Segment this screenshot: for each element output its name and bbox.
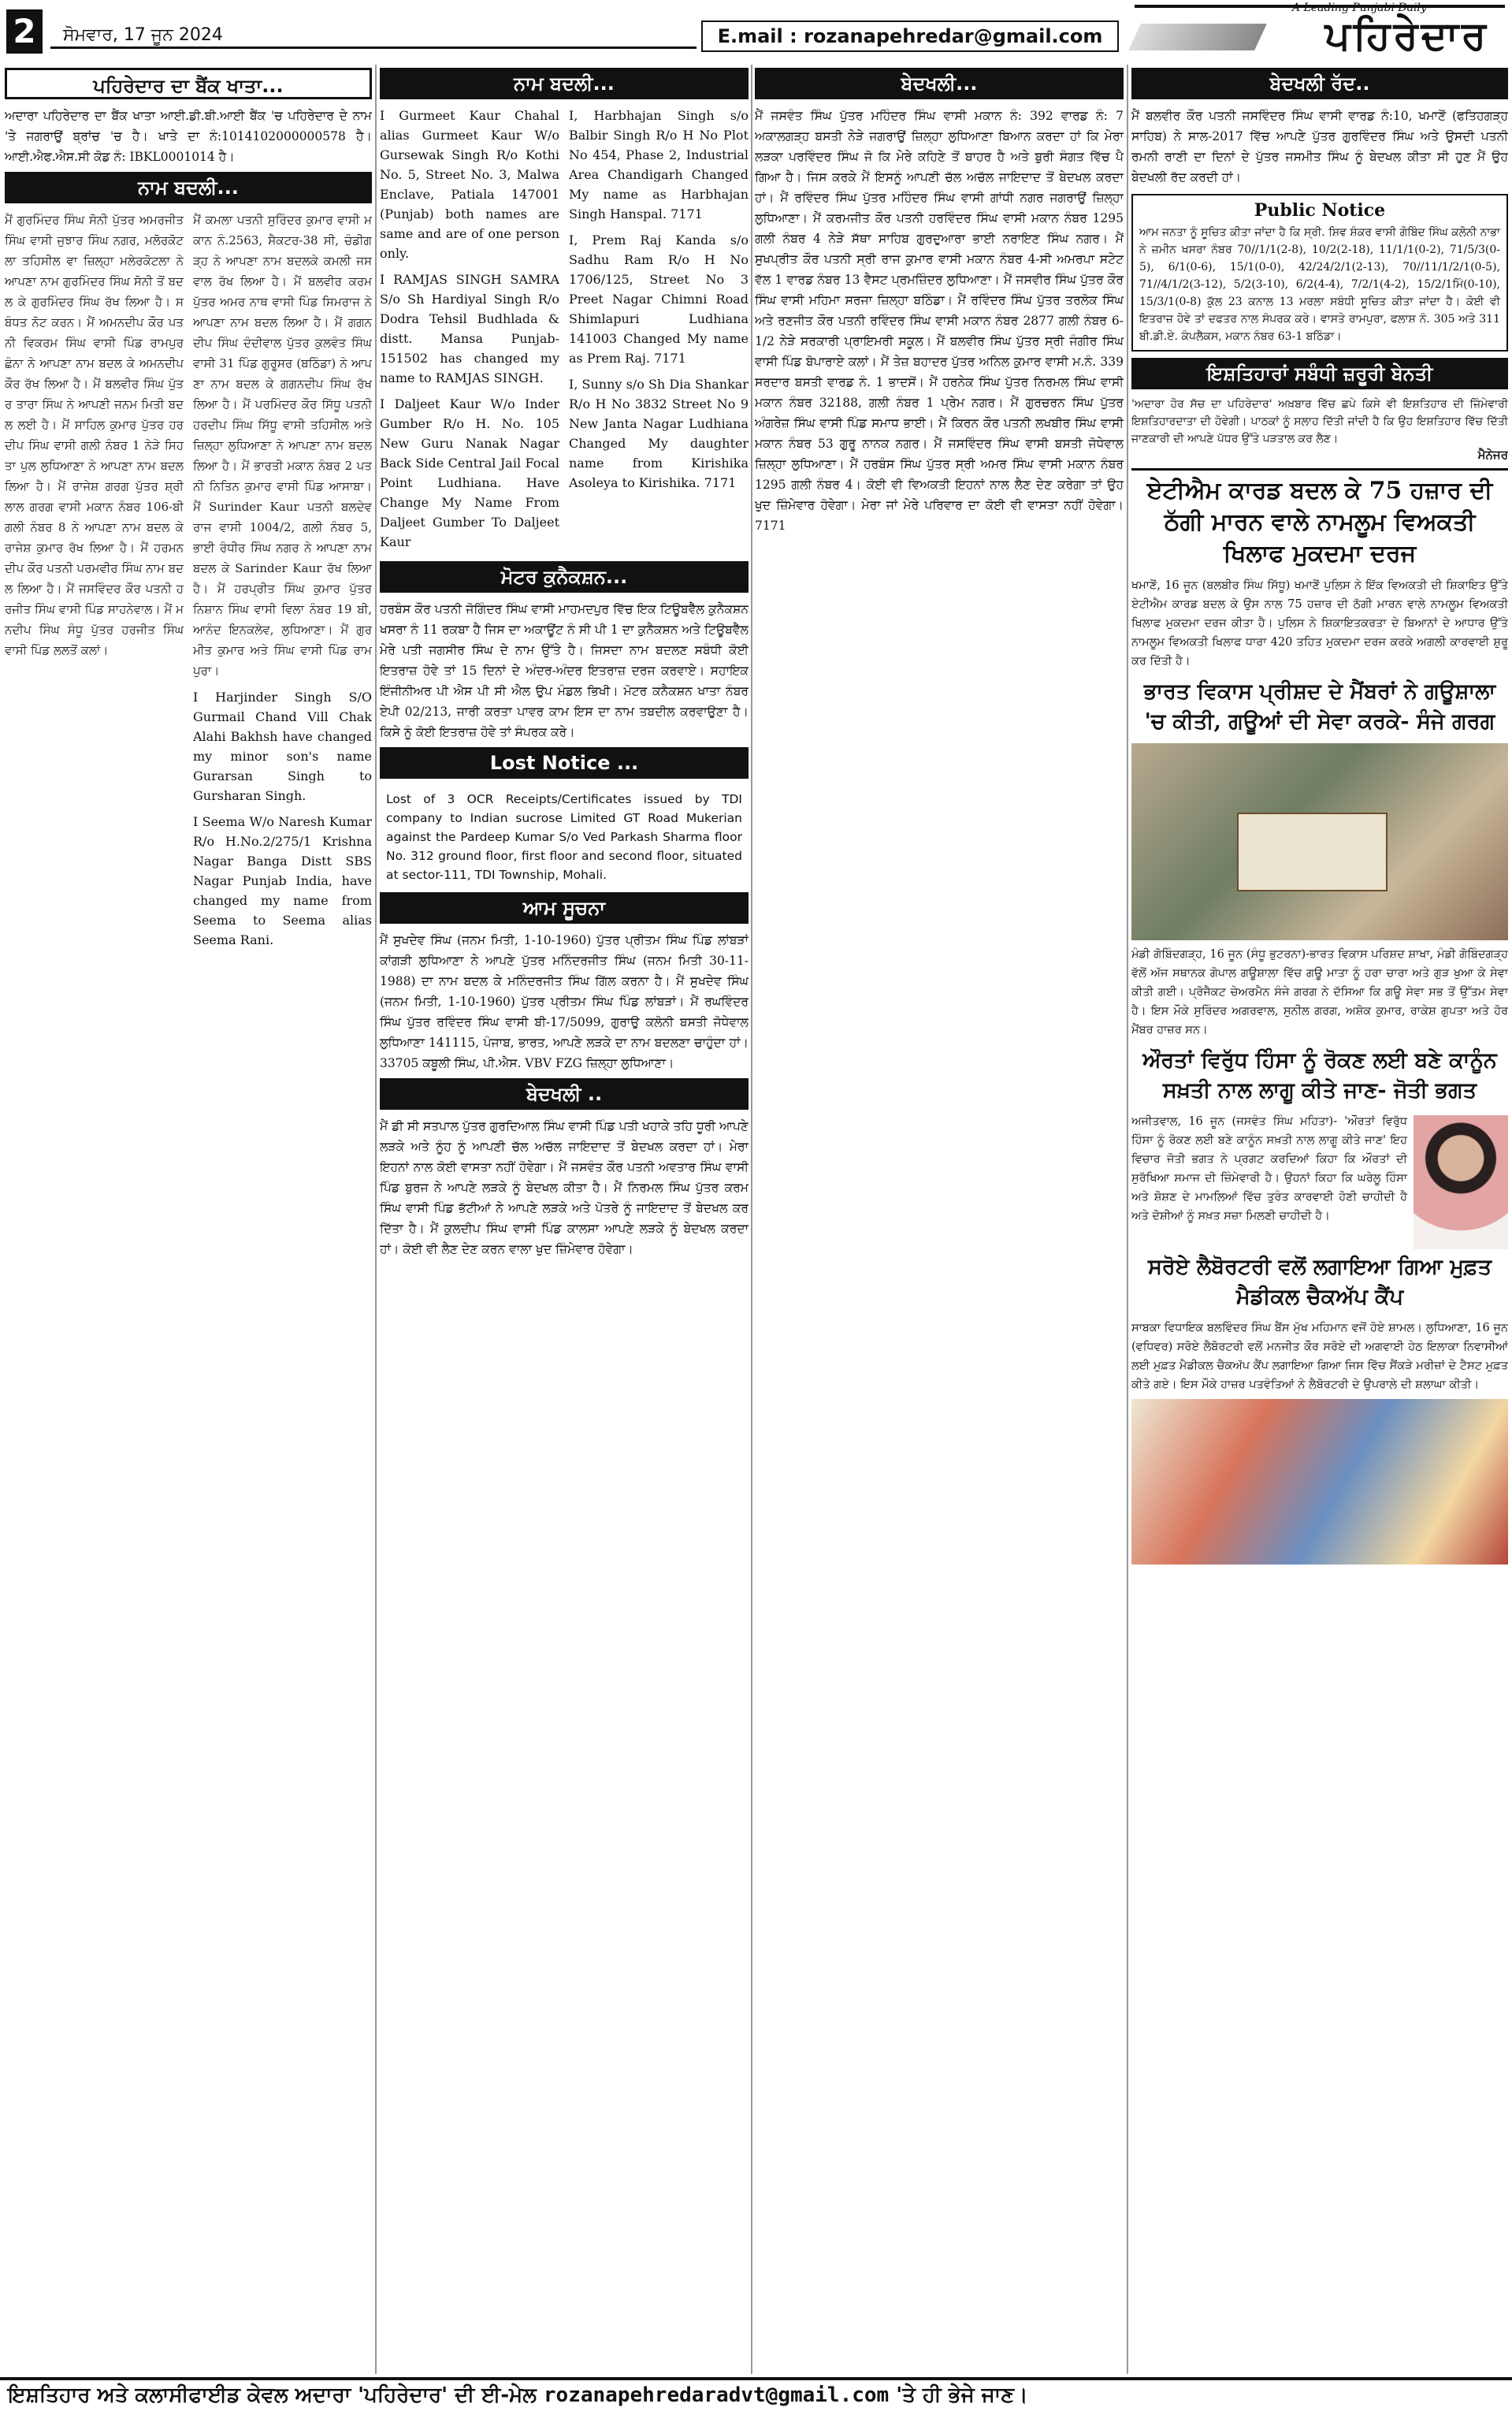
disinheritance-cancel-text: ਮੈਂ ਬਲਵੀਰ ਕੌਰ ਪਤਨੀ ਜਸਵਿੰਦਰ ਸਿੰਘ ਵਾਸੀ ਵਾਰਡ ਨੰ:10, ਖਮਾਣੋਂ (ਫਤਿਹਗੜ੍ਹ ਸਾਹਿਬ) ਨੇ ਸਾਲ-2017 ਵਿੱਚ ਆਪਣੇ ਪੁੱਤਰ ਗੁਰਵਿੰਦਰ ਸਿੰਘ ਅਤੇ ਉਸਦੀ ਪਤਨੀ ਰਮਨੀ ਰਾਣੀ ਦਾ ਦਿਨਾਂ ਦੇ ਪੁੱਤਰ ਜਸਮੀਤ ਸਿੰਘ ਨੂੰ ਬੇਦਖਲ ਕੀਤਾ ਸੀ ਹੁਣ ਮੈਂ ਉਹ ਬੇਦਖਲੀ ਰੱਦ ਕਰਦੀ ਹਾਂ।: [1131, 109, 1508, 184]
bank-account-heading: ਪਹਿਰੇਦਾਰ ਦਾ ਬੈਂਕ ਖਾਤਾ...: [5, 68, 372, 99]
column-divider: [375, 65, 377, 2374]
tagline: A Leading Punjabi Daily: [1292, 2, 1427, 14]
column-divider: [1127, 65, 1128, 2374]
motor-connection-text: ਹਰਬੰਸ ਕੌਰ ਪਤਨੀ ਜੋਗਿੰਦਰ ਸਿੰਘ ਵਾਸੀ ਮਾਹਮਦਪੁਰ ਵਿੱਚ ਇਕ ਟਿਊਬਵੈੱਲ ਕੁਨੈਕਸ਼ਨ ਖਸਰਾ ਨੰ 11 ਰਕਬਾ ਹੈ ਜਿਸ ਦਾ ਅਕਾਊਂਟ ਨੰ ਸੀ ਪੀ 1 ਦਾ ਕੁਨੈਕਸ਼ਨ ਅਤੇ ਟਿਊਬਵੈੱਲ ਮੇਰੇ ਪਤੀ ਜਗਸੀਰ ਸਿੰਘ ਦੇ ਨਾਮ ਉੱਤੇ ਹੈ। ਜਿਸਦਾ ਨਾਮ ਬਦਲਣ ਸਬੰਧੀ ਕੋਈ ਇਤਰਾਜ਼ ਹੋਵੇ ਤਾਂ 15 ਦਿਨਾਂ ਦੇ ਅੰਦਰ-ਅੰਦਰ ਇਤਰਾਜ਼ ਦਰਜ ਕਰਵਾਏ। ਸਹਾਇਕ ਇੰਜੀਨੀਅਰ ਪੀ ਐਸ ਪੀ ਸੀ ਐਲ ਉਪ ਮੰਡਲ ਭਿਖੀ। ਮੋਟਰ ਕਨੈਕਸ਼ਨ ਖਾਤਾ ਨੰਬਰ ਏਪੀ 02/213, ਜਾਰੀ ਕਰਤਾ ਪਾਵਰ ਕਾਮ ਇਸ ਦਾ ਨਾਮ ਤਬਦੀਲ ਕਰਵਾਉਣਾ ਹੈ। ਕਿਸੇ ਨੂੰ ਕੋਈ ਇਤਰਾਜ਼ ਹੋਵੇ ਤਾਂ ਸੰਪਰਕ ਕਰੇ।: [380, 602, 749, 739]
footer-ad-bar: [0, 2377, 1512, 2409]
ad-request-heading: ਇਸ਼ਤਿਹਾਰਾਂ ਸਬੰਧੀ ਜ਼ਰੂਰੀ ਬੇਨਤੀ: [1131, 358, 1508, 389]
column-1: [5, 65, 372, 2374]
header-email[interactable]: E.mail : rozanapehredar@gmail.com: [701, 20, 1119, 52]
ad-request-signature: ਮੈਨੇਜਰ: [1477, 448, 1508, 462]
motor-connection-heading: ਮੋਟਰ ਕੁਨੈਕਸ਼ਨ...: [380, 561, 749, 593]
name-change-heading: ਨਾਮ ਬਦਲੀ...: [5, 172, 372, 203]
story-headline[interactable]: ਭਾਰਤ ਵਿਕਾਸ ਪ੍ਰੀਸ਼ਦ ਦੇ ਮੈਂਬਰਾਂ ਨੇ ਗਊਸ਼ਾਲਾ 'ਚ ਕੀਤੀ, ਗਊਆਂ ਦੀ ਸੇਵਾ ਕਰਕੇ- ਸੰਜੇ ਗਰਗ: [1143, 679, 1496, 734]
disinheritance-heading: ਬੇਦਖਲੀ ..: [380, 1078, 749, 1110]
footer-suffix: 'ਤੇ ਹੀ ਭੇਜੇ ਜਾਣ।: [896, 2383, 1028, 2407]
column-4: [1131, 65, 1508, 2374]
public-notice-box: [1131, 194, 1508, 352]
page-number: 2: [6, 9, 43, 54]
cow-shelter-photo: [1131, 743, 1508, 940]
disinheritance-text: ਮੈਂ ਡੀ ਸੀ ਸਤਪਾਲ ਪੁੱਤਰ ਗੁਰਦਿਆਲ ਸਿੰਘ ਵਾਸੀ ਪਿੰਡ ਪਤੀ ਖਹਾਕੇ ਤਹਿ ਧੂਰੀ ਆਪਣੇ ਲੜਕੇ ਅਤੇ ਨੂੰਹ ਨੂੰ ਆਪਣੀ ਚੱਲ ਅਚੱਲ ਜਾਇਦਾਦ ਤੋਂ ਬੇਦਖਲ ਕਰਦਾ ਹਾਂ। ਮੇਰਾ ਇਹਨਾਂ ਨਾਲ ਕੋਈ ਵਾਸਤਾ ਨਹੀਂ ਹੋਵੇਗਾ। ਮੈਂ ਜਸਵੰਤ ਕੌਰ ਪਤਨੀ ਅਵਤਾਰ ਸਿੰਘ ਵਾਸੀ ਪਿੰਡ ਬੁਰਜ ਨੇ ਆਪਣੇ ਲੜਕੇ ਨੂੰ ਬੇਦਖਲ ਕੀਤਾ ਹੈ। ਮੈਂ ਨਿਰਮਲ ਸਿੰਘ ਪੁੱਤਰ ਕਰਮ ਸਿੰਘ ਵਾਸੀ ਪਿੰਡ ਭੱਟੀਆਂ ਨੇ ਆਪਣੇ ਲੜਕੇ ਅਤੇ ਪੋਤਰੇ ਨੂੰ ਜਾਇਦਾਦ ਤੋਂ ਬੇਦਖਲ ਕਰ ਦਿੱਤਾ ਹੈ। ਮੈਂ ਕੁਲਦੀਪ ਸਿੰਘ ਵਾਸੀ ਪਿੰਡ ਕਾਲਸਾ ਆਪਣੇ ਲੜਕੇ ਨੂੰ ਬੇਦਖਲ ਕਰਦਾ ਹਾਂ। ਕੋਈ ਵੀ ਲੈਣ ਦੇਣ ਕਰਨ ਵਾਲਾ ਖੁਦ ਜ਼ਿੰਮੇਵਾਰ ਹੋਵੇਗਾ।: [380, 1119, 749, 1256]
name-change-heading: ਨਾਮ ਬਦਲੀ...: [380, 68, 749, 99]
disinheritance-text: ਮੈਂ ਜਸਵੰਤ ਸਿੰਘ ਪੁੱਤਰ ਮਹਿੰਦਰ ਸਿੰਘ ਵਾਸੀ ਮਕਾਨ ਨੰ: 392 ਵਾਰਡ ਨੰ: 7 ਅਕਾਲਗੜ੍ਹ ਬਸਤੀ ਨੇੜੇ ਜਗਰਾਉਂ ਜ਼ਿਲ੍ਹਾ ਲੁਧਿਆਣਾ ਬਿਆਨ ਕਰਦਾ ਹਾਂ ਕਿ ਮੇਰਾ ਲੜਕਾ ਪਰਵਿੰਦਰ ਸਿੰਘ ਜੋ ਕਿ ਮੇਰੇ ਕਹਿਣੇ ਤੋਂ ਬਾਹਰ ਹੈ ਅਤੇ ਬੁਰੀ ਸੰਗਤ ਵਿੱਚ ਪੈ ਗਿਆ ਹੈ। ਜਿਸ ਕਰਕੇ ਮੈਂ ਇਸਨੂੰ ਆਪਣੀ ਚੱਲ ਅਚੱਲ ਜਾਇਦਾਦ ਤੋਂ ਬੇਦਖਲ ਕਰਦਾ ਹਾਂ। ਮੈਂ ਰਵਿੰਦਰ ਸਿੰਘ ਪੁੱਤਰ ਮਹਿੰਦਰ ਸਿੰਘ ਵਾਸੀ ਗਾਂਧੀ ਨਗਰ ਜਗਰਾਉਂ ਜ਼ਿਲ੍ਹਾ ਲੁਧਿਆਣਾ। ਮੈਂ ਕਰਮਜੀਤ ਕੌਰ ਪਤਨੀ ਹਰਵਿੰਦਰ ਸਿੰਘ ਵਾਸੀ ਮਕਾਨ ਨੰਬਰ 1295 ਗਲੀ ਨੰਬਰ 4 ਨੇੜੇ ਸੱਥਾ ਸਾਹਿਬ ਗੁਰਦੁਆਰਾ ਭਾਈ ਨਰਾਇਣ ਸਿੰਘ ਨਗਰ। ਮੈਂ ਸੁਖਪ੍ਰੀਤ ਕੌਰ ਪਤਨੀ ਸ੍ਰੀ ਰਾਜ ਕੁਮਾਰ ਵਾਸੀ ਮਕਾਨ ਨੰਬਰ 4-ਸੀ ਅਮਰਪਾ ਸਟੇਟ ਵੱਲ 1 ਵਾਰਡ ਨੰਬਰ 13 ਵੈਸਟ ਪ੍ਰਮਜ਼ਿੰਦਰ ਲੁਧਿਆਣਾ। ਮੈਂ ਜਸਵੀਰ ਸਿੰਘ ਪੁੱਤਰ ਕੌਰ ਸਿੰਘ ਵਾਸੀ ਮਹਿਮਾ ਸਰਜਾ ਜ਼ਿਲ੍ਹਾ ਬਠਿੰਡਾ। ਮੈਂ ਰਵਿੰਦਰ ਸਿੰਘ ਪੁੱਤਰ ਤਰਲੋਕ ਸਿੰਘ ਅਤੇ ਰਣਜੀਤ ਕੌਰ ਪਤਨੀ ਰਵਿੰਦਰ ਸਿੰਘ ਵਾਸੀ ਮਕਾਨ ਨੰਬਰ 2877 ਗਲੀ ਨੰਬਰ 6-1/2 ਨੇੜੇ ਸਰਕਾਰੀ ਪ੍ਰਾਇਮਰੀ ਸਕੂਲ। ਮੈਂ ਬਲਵੀਰ ਸਿੰਘ ਪੁੱਤਰ ਸ੍ਰੀ ਜੰਗੀਰ ਸਿੰਘ ਵਾਸੀ ਪਿੰਡ ਬੋਪਾਰਾਏ ਕਲਾਂ। ਮੈਂ ਤੇਜ਼ ਬਹਾਦਰ ਪੁੱਤਰ ਅਨਿਲ ਕੁਮਾਰ ਵਾਸੀ ਮ.ਨੰ. 339 ਸਰਦਾਰ ਬਸਤੀ ਵਾਰਡ ਨੰ. 1 ਭਾਦਸੋਂ। ਮੈਂ ਹਰਨੇਕ ਸਿੰਘ ਪੁੱਤਰ ਨਿਰਮਲ ਸਿੰਘ ਵਾਸੀ ਮਕਾਨ ਨੰਬਰ 32188, ਗਲੀ ਨੰਬਰ 1 ਪ੍ਰੇਮ ਨਗਰ। ਮੈਂ ਗੁਰਚਰਨ ਸਿੰਘ ਪੁੱਤਰ ਅੰਗਰੇਜ਼ ਸਿੰਘ ਵਾਸੀ ਪਿੰਡ ਸਮਾਧ ਭਾਈ। ਮੈਂ ਕਿਰਨ ਕੌਰ ਪਤਨੀ ਲਖਬੀਰ ਸਿੰਘ ਵਾਸੀ ਮਕਾਨ ਨੰਬਰ 53 ਗੁਰੂ ਨਾਨਕ ਨਗਰ। ਮੈਂ ਜਸਵਿੰਦਰ ਸਿੰਘ ਵਾਸੀ ਬਸਤੀ ਜੋਧੇਵਾਲ ਜ਼ਿਲ੍ਹਾ ਲੁਧਿਆਣਾ। ਮੈਂ ਹਰਬੰਸ ਸਿੰਘ ਪੁੱਤਰ ਸ੍ਰੀ ਅਮਰ ਸਿੰਘ ਵਾਸੀ ਮਕਾਨ ਨੰਬਰ 1295 ਗਲੀ ਨੰਬਰ 4। ਕੋਈ ਵੀ ਵਿਅਕਤੀ ਇਹਨਾਂ ਨਾਲ ਲੈਣ ਦੇਣ ਕਰੇਗਾ ਤਾਂ ਉਹ ਖੁਦ ਜ਼ਿੰਮੇਵਾਰ ਹੋਵੇਗਾ। ਮੇਰਾ ਜਾਂ ਮੇਰੇ ਪਰਿਵਾਰ ਦਾ ਕੋਈ ਵੀ ਵਾਸਤਾ ਨਹੀਂ ਹੋਵੇਗਾ। 7171: [755, 109, 1124, 533]
english-notice: I, Harbhajan Singh s/o Balbir Singh R/o H No Plot No 454, Phase 2, Industrial Area Chandigarh Changed My name as Harbhajan Singh Hanspal. 7171: [569, 108, 749, 221]
footer-ad-email[interactable]: rozanapehredaradvt@gmail.com: [543, 2383, 890, 2407]
general-notice-heading: ਆਮ ਸੂਚਨਾ: [380, 892, 749, 924]
ad-request-text: 'ਅਦਾਰਾ ਹੋਰ ਸੱਚ ਦਾ ਪਹਿਰੇਦਾਰ' ਅਖ਼ਬਾਰ ਵਿੱਚ ਛਪੇ ਕਿਸੇ ਵੀ ਇਸ਼ਤਿਹਾਰ ਦੀ ਜ਼ਿੰਮੇਵਾਰੀ ਇਸ਼ਤਿਹਾਰਦਾਤਾ ਦੀ ਹੋਵੇਗੀ। ਪਾਠਕਾਂ ਨੂੰ ਸਲਾਹ ਦਿੱਤੀ ਜਾਂਦੀ ਹੈ ਕਿ ਉਹ ਇਸ਼ਤਿਹਾਰ ਵਿੱਚ ਦਿੱਤੀ ਜਾਣਕਾਰੀ ਦੀ ਆਪਣੇ ਪੱਧਰ ਉੱਤੇ ਪੜਤਾਲ ਕਰ ਲੈਣ।: [1131, 398, 1508, 445]
dateline: ਸੋਮਵਾਰ, 17 ਜੂਨ 2024: [50, 22, 697, 49]
story-body: ਸਾਬਕਾ ਵਿਧਾਇਕ ਬਲਵਿੰਦਰ ਸਿੰਘ ਬੈਂਸ ਮੁੱਖ ਮਹਿਮਾਨ ਵਜੋਂ ਹੋਏ ਸ਼ਾਮਲ। ਲੁਧਿਆਣਾ, 16 ਜੂਨ (ਵਧਿਵਰ) ਸਰੋਏ ਲੈਬੋਰਟਰੀ ਵਲੋਂ ਮਨਜੀਤ ਕੌਰ ਸਰੋਏ ਦੀ ਅਗਵਾਈ ਹੇਠ ਇਲਾਕਾ ਨਿਵਾਸੀਆਂ ਲਈ ਮੁਫ਼ਤ ਮੈਡੀਕਲ ਚੈਕਅੱਪ ਕੈਂਪ ਲਗਾਇਆ ਗਿਆ ਜਿਸ ਵਿੱਚ ਸੈਂਕੜੇ ਮਰੀਜ਼ਾਂ ਦੇ ਟੈਸਟ ਮੁਫ਼ਤ ਕੀਤੇ ਗਏ। ਇਸ ਮੌਕੇ ਹਾਜ਼ਰ ਪਤਵੰਤਿਆਂ ਨੇ ਲੈਬੋਰਟਰੀ ਦੇ ਉਪਰਾਲੇ ਦੀ ਸ਼ਲਾਘਾ ਕੀਤੀ।: [1131, 1322, 1508, 1391]
column-divider: [751, 65, 752, 2374]
story-body: ਮੰਡੀ ਗੋਬਿੰਦਗੜ੍ਹ, 16 ਜੂਨ (ਸੰਧੂ ਭੁਟਰਨਾ)-ਭਾਰਤ ਵਿਕਾਸ ਪਰਿਸ਼ਦ ਸ਼ਾਖਾ, ਮੰਡੀ ਗੋਬਿੰਦਗੜ੍ਹ ਵੱਲੋਂ ਅੱਜ ਸਥਾਨਕ ਗੋਪਾਲ ਗਊਸ਼ਾਲਾ ਵਿੱਚ ਗਊ ਮਾਤਾ ਨੂੰ ਹਰਾ ਚਾਰਾ ਅਤੇ ਗੁੜ ਖੁਆ ਕੇ ਸੇਵਾ ਕੀਤੀ ਗਈ। ਪ੍ਰੋਜੈਕਟ ਚੇਅਰਮੈਨ ਸੰਜੇ ਗਰਗ ਨੇ ਦੱਸਿਆ ਕਿ ਗਊ ਸੇਵਾ ਸਭ ਤੋਂ ਉੱਤਮ ਸੇਵਾ ਹੈ। ਇਸ ਮੌਕੇ ਸੁਰਿੰਦਰ ਅਗਰਵਾਲ, ਸੁਨੀਲ ਗਰਗ, ਅਸ਼ੋਕ ਕੁਮਾਰ, ਰਾਕੇਸ਼ ਗੁਪਤਾ ਅਤੇ ਹੋਰ ਮੈਂਬਰ ਹਾਜ਼ਰ ਸਨ।: [1131, 948, 1508, 1036]
story-headline[interactable]: ਏਟੀਐਮ ਕਾਰਡ ਬਦਲ ਕੇ 75 ਹਜ਼ਾਰ ਦੀ ਠੱਗੀ ਮਾਰਨ ਵਾਲੇ ਨਾਮਲੂਮ ਵਿਅਕਤੀ ਖਿਲਾਫ ਮੁਕਦਮਾ ਦਰਜ: [1131, 468, 1508, 570]
banner-graphic: [1237, 813, 1388, 891]
medical-camp-photo: [1131, 1399, 1508, 1565]
jyoti-bhagat-portrait: [1414, 1115, 1508, 1249]
english-notice: I Daljeet Kaur W/o Inder Gumber R/o H. No. 105 New Guru Nanak Nagar Back Side Central Jail Focal Point Ludhiana. Have Change My Name From Daljeet Gumber To Daljeet Kaur: [380, 396, 559, 549]
footer-text: ਇਸ਼ਤਿਹਾਰ ਅਤੇ ਕਲਾਸੀਫਾਈਡ ਕੇਵਲ ਅਦਾਰਾ 'ਪਹਿਰੇਦਾਰ' ਦੀ ਈ-ਮੇਲ: [8, 2383, 537, 2407]
story-headline[interactable]: ਔਰਤਾਂ ਵਿਰੁੱਧ ਹਿੰਸਾ ਨੂੰ ਰੋਕਣ ਲਈ ਬਣੇ ਕਾਨੂੰਨ ਸਖ਼ਤੀ ਨਾਲ ਲਾਗੂ ਕੀਤੇ ਜਾਣ- ਜੋਤੀ ਭਗਤ: [1142, 1048, 1497, 1103]
english-notice: I Gurmeet Kaur Chahal alias Gurmeet Kaur W/o Gursewak Singh R/o Kothi No. 5, Street No. 3, Malwa Enclave, Patiala 147001 (Punjab) both names are same and are of one person only.: [380, 108, 559, 261]
disinheritance-cancel-heading: ਬੇਦਖਲੀ ਰੱਦ..: [1131, 68, 1508, 99]
english-notice: I Seema W/o Naresh Kumar R/o H.No.2/275/1 Krishna Nagar Banga Distt SBS Nagar Punjab India, have changed my name from Seema to Seema alias Seema Rani.: [193, 814, 372, 947]
lost-notice-heading: Lost Notice ...: [380, 747, 749, 779]
disinheritance-heading: ਬੇਦਖਲੀ...: [755, 68, 1124, 99]
english-name-change-notices: [380, 106, 749, 558]
newspaper-logo: ਪਹਿਰੇਦਾਰ: [1135, 5, 1505, 58]
english-notice: I RAMJAS SINGH SAMRA S/o Sh Hardiyal Singh R/o Dodra Tehsil Budhlada & distt. Mansa Punjab-151502 has changed my name to RAMJAS SINGH.: [380, 272, 559, 385]
story-headline[interactable]: ਸਰੋਏ ਲੈਬੋਰਟਰੀ ਵਲੋਂ ਲਗਾਇਆ ਗਿਆ ਮੁਫ਼ਤ ਮੈਡੀਕਲ ਚੈਕਅੱਪ ਕੈਂਪ: [1147, 1255, 1492, 1309]
column-3: [755, 65, 1124, 2374]
english-notice: I, Sunny s/o Sh Dia Shankar R/o H No 3832 Street No 9 New Janta Nagar Ludhiana Changed My daughter name from Kirishika Asoleya to Kirishika. 7171: [569, 377, 749, 490]
english-notice: I, Prem Raj Kanda s/o Sadhu Ram R/o H No 1706/125, Street No 3 Preet Nagar Chimni Road Shimlapuri Ludhiana 141003 Changed My name as Prem Raj. 7171: [569, 233, 749, 366]
name-change-notices: [5, 210, 372, 956]
public-notice-title: Public Notice: [1254, 200, 1386, 221]
name-change-notices-right: ਮੈਂ ਕਮਲਾ ਪਤਨੀ ਸੁਰਿੰਦਰ ਕੁਮਾਰ ਵਾਸੀ ਮਕਾਨ ਨੰ.2563, ਸੈਕਟਰ-38 ਸੀ, ਚੰਡੀਗੜ੍ਹ ਨੇ ਆਪਣਾ ਨਾਮ ਬਦਲਕੇ ਕਮਲੀ ਜਸਵਾਲ ਰੱਖ ਲਿਆ ਹੈ। ਮੈਂ ਬਲਵੀਰ ਕਰਮ ਪੁੱਤਰ ਅਮਰ ਨਾਥ ਵਾਸੀ ਪਿੰਡ ਸਿਮਰਾਜ ਨੇ ਆਪਣਾ ਨਾਮ ਬਦਲ ਲਿਆ ਹੈ। ਮੈਂ ਗਗਨਦੀਪ ਸਿੰਘ ਦੰਦੀਵਾਲ ਪੁੱਤਰ ਕੁਲਵੰਤ ਸਿੰਘ ਵਾਸੀ 31 ਪਿੰਡ ਗੁਰੂਸਰ (ਬਠਿੰਡਾ) ਨੇ ਆਪਣਾ ਨਾਮ ਬਦਲ ਕੇ ਗਗਨਦੀਪ ਸਿੰਘ ਰੱਖ ਲਿਆ ਹੈ। ਮੈਂ ਪਰਮਿੰਦਰ ਕੌਰ ਸਿੱਧੂ ਪਤਨੀ ਹਰਦੀਪ ਸਿੰਘ ਸਿੱਧੂ ਵਾਸੀ ਤਹਿਸੀਲ ਅਤੇ ਜ਼ਿਲ੍ਹਾ ਲੁਧਿਆਣਾ ਨੇ ਆਪਣਾ ਨਾਮ ਬਦਲ ਲਿਆ ਹੈ। ਮੈਂ ਭਾਰਤੀ ਮਕਾਨ ਨੰਬਰ 2 ਪਤਨੀ ਨਿਤਿਨ ਕੁਮਾਰ ਵਾਸੀ ਪਿੰਡ ਆਸਾਬਾ। ਮੈਂ Surinder Kaur ਪਤਨੀ ਬਲਦੇਵ ਰਾਜ ਵਾਸੀ 1004/2, ਗਲੀ ਨੰਬਰ 5, ਭਾਈ ਰੰਧੀਰ ਸਿੰਘ ਨਗਰ ਨੇ ਆਪਣਾ ਨਾਮ ਬਦਲ ਕੇ Sarinder Kaur ਰੱਖ ਲਿਆ ਹੈ। ਮੈਂ ਹਰਪ੍ਰੀਤ ਸਿੰਘ ਕੁਮਾਰ ਪੁੱਤਰ ਨਿਸ਼ਾਨ ਸਿੰਘ ਵਾਸੀ ਵਿਲਾ ਨੰਬਰ 19 ਬੀ, ਆਨੰਦ ਇਨਕਲੇਵ, ਲੁਧਿਆਣਾ। ਮੈਂ ਗੁਰਮੀਤ ਕੁਮਾਰ ਅਤੇ ਸਿੰਘ ਵਾਸੀ ਪਿੰਡ ਰਾਮਪੁਰਾ।: [193, 213, 372, 678]
column-2: [380, 65, 749, 2374]
lost-notice-text: Lost of 3 OCR Receipts/Certificates issued by TDI company to Indian sucrose Limited GT Road Mukerian against the Pardeep Kumar S/o Ved Parkash Sharma floor No. 312 ground floor, first floor and second floor, situated at sector-111, TDI Township, Mohali.: [386, 792, 742, 882]
story-body: ਅਜੀਤਵਾਲ, 16 ਜੂਨ (ਜਸਵੰਤ ਸਿੰਘ ਮਹਿਤਾ)- 'ਔਰਤਾਂ ਵਿਰੁੱਧ ਹਿੰਸਾ ਨੂੰ ਰੋਕਣ ਲਈ ਬਣੇ ਕਾਨੂੰਨ ਸਖ਼ਤੀ ਨਾਲ ਲਾਗੂ ਕੀਤੇ ਜਾਣ' ਇਹ ਵਿਚਾਰ ਜੋਤੀ ਭਗਤ ਨੇ ਪ੍ਰਗਟ ਕਰਦਿਆਂ ਕਿਹਾ ਕਿ ਔਰਤਾਂ ਦੀ ਸੁਰੱਖਿਆ ਸਮਾਜ ਦੀ ਜ਼ਿੰਮੇਵਾਰੀ ਹੈ। ਉਹਨਾਂ ਕਿਹਾ ਕਿ ਘਰੇਲੂ ਹਿੰਸਾ ਅਤੇ ਸ਼ੋਸ਼ਣ ਦੇ ਮਾਮਲਿਆਂ ਵਿੱਚ ਤੁਰੰਤ ਕਾਰਵਾਈ ਹੋਣੀ ਚਾਹੀਦੀ ਹੈ ਅਤੇ ਦੋਸ਼ੀਆਂ ਨੂੰ ਸਖ਼ਤ ਸਜ਼ਾ ਮਿਲਣੀ ਚਾਹੀਦੀ ਹੈ।: [1131, 1115, 1407, 1222]
name-change-notices-left: ਮੈਂ ਗੁਰਮਿੰਦਰ ਸਿੰਘ ਸੋਨੀ ਪੁੱਤਰ ਅਮਰਜੀਤ ਸਿੰਘ ਵਾਸੀ ਜੁਝਾਰ ਸਿੰਘ ਨਗਰ, ਮਲੋਰਕੋਟਲਾ ਤਹਿਸੀਲ ਵਾ ਜ਼ਿਲ੍ਹਾ ਮਲੇਰਕੋਟਲਾ ਨੇ ਆਪਣਾ ਨਾਮ ਗੁਰਮਿੰਦਰ ਸਿੰਘ ਸੋਨੀ ਤੋਂ ਬਦਲ ਕੇ ਗੁਰਮਿੰਦਰ ਸਿੰਘ ਰੱਖ ਲਿਆ ਹੈ। ਸਬੰਧਤ ਨੋਟ ਕਰਨ। ਮੈਂ ਅਮਨਦੀਪ ਕੌਰ ਪਤਨੀ ਵਿਕਰਮ ਸਿੰਘ ਵਾਸੀ ਪਿੰਡ ਰਾਮਪੁਰ ਛੰਨਾ ਨੇ ਆਪਣਾ ਨਾਮ ਬਦਲ ਕੇ ਅਮਨਦੀਪ ਕੌਰ ਰੱਖ ਲਿਆ ਹੈ। ਮੈਂ ਬਲਵੀਰ ਸਿੰਘ ਪੁੱਤਰ ਤਾਰਾ ਸਿੰਘ ਨੇ ਆਪਣੀ ਜਨਮ ਮਿਤੀ ਬਦਲ ਲਈ ਹੈ। ਮੈਂ ਸਾਹਿਲ ਕੁਮਾਰ ਪੁੱਤਰ ਹਰਦੀਪ ਸਿੰਘ ਵਾਸੀ ਗਲੀ ਨੰਬਰ 1 ਨੇੜੇ ਸਿਹਤਾ ਪੁਲ ਲੁਧਿਆਣਾ ਨੇ ਆਪਣਾ ਨਾਮ ਬਦਲ ਲਿਆ ਹੈ। ਮੈਂ ਰਾਜੇਸ਼ ਗਰਗ ਪੁੱਤਰ ਸ਼੍ਰੀ ਲਾਲ ਗਰਗ ਵਾਸੀ ਮਕਾਨ ਨੰਬਰ 106-ਬੀ ਗਲੀ ਨੰਬਰ 8 ਨੇ ਆਪਣਾ ਨਾਮ ਬਦਲ ਕੇ ਰਾਜੇਸ਼ ਕੁਮਾਰ ਰੱਖ ਲਿਆ ਹੈ। ਮੈਂ ਹਰਮਨਦੀਪ ਕੌਰ ਪਤਨੀ ਪਰਮਵੀਰ ਸਿੰਘ ਨਾਮ ਬਦਲ ਲਿਆ ਹੈ। ਮੈਂ ਜਸਵਿੰਦਰ ਕੌਰ ਪਤਨੀ ਹਰਜੀਤ ਸਿੰਘ ਵਾਸੀ ਪਿੰਡ ਸਾਹਨੇਵਾਲ। ਮੈਂ ਮਨਦੀਪ ਸਿੰਘ ਸੰਧੂ ਪੁੱਤਰ ਹਰਜੀਤ ਸਿੰਘ ਵਾਸੀ ਪਿੰਡ ਲਲਤੋਂ ਕਲਾਂ।: [5, 213, 184, 657]
masthead: [0, 0, 1512, 61]
bank-account-text: ਅਦਾਰਾ ਪਹਿਰੇਦਾਰ ਦਾ ਬੈਂਕ ਖਾਤਾ ਆਈ.ਡੀ.ਬੀ.ਆਈ ਬੈਂਕ 'ਚ ਪਹਿਰੇਦਾਰ ਦੇ ਨਾਮ 'ਤੇ ਜਗਰਾਉਂ ਬ੍ਰਾਂਚ 'ਚ ਹੈ। ਖਾਤੇ ਦਾ ਨੰ:1014102000000578 ਹੈ। ਆਈ.ਐਫ.ਐਸ.ਸੀ ਕੋਡ ਨੰ: IBKL0001014 ਹੈ।: [5, 109, 372, 164]
public-notice-text: ਆਮ ਜਨਤਾ ਨੂੰ ਸੂਚਿਤ ਕੀਤਾ ਜਾਂਦਾ ਹੈ ਕਿ ਸ੍ਰੀ. ਸ਼ਿਵ ਸ਼ੰਕਰ ਵਾਸੀ ਗੋਬਿੰਦ ਸਿੰਘ ਕਲੋਨੀ ਨਾਭਾ ਨੇ ਜ਼ਮੀਨ ਖਸਰਾ ਨੰਬਰ 70//1/1(2-8), 10/2(2-18), 11/1/1(0-2), 71/5/3(0-5), 6/1(0-6), 15/1(0-0), 42/24/2/1(2-13), 70//11/1/2/1(0-5), 71//4/1/2(3-12), 5/2(3-10), 6/2(4-4), 7/2/1(4-2), 15/2/1ਮਿੰ(0-10), 15/3/1(0-8) ਕੁੱਲ 23 ਕਨਾਲ 13 ਮਰਲਾ ਸਬੰਧੀ ਸੂਚਿਤ ਕੀਤਾ ਜਾਂਦਾ ਹੈ। ਕੋਈ ਵੀ ਇਤਰਾਜ਼ ਹੋਵੇ ਤਾਂ ਦਫਤਰ ਨਾਲ ਸੰਪਰਕ ਕਰੇ। ਵਾਸਤੇ ਰਾਮਪੁਰਾ, ਫਲਾਸ਼ ਨੰ. 305 ਅਤੇ 311 ਬੀ.ਡੀ.ਏ. ਕੰਪਲੈਕਸ, ਮਕਾਨ ਨੰਬਰ 63-1 ਬਠਿੰਡਾ।: [1139, 226, 1500, 343]
english-notice: I Harjinder Singh S/O Gurmail Chand Vill Chak Alahi Bakhsh have changed my minor son's name Gurarsan Singh to Gursharan Singh.: [193, 690, 372, 803]
general-notice-text: ਮੈਂ ਸੁਖਦੇਵ ਸਿੰਘ (ਜਨਮ ਮਿਤੀ, 1-10-1960) ਪੁੱਤਰ ਪ੍ਰੀਤਮ ਸਿੰਘ ਪਿੰਡ ਲਾਂਬੜਾਂ ਕਾਂਗੜੀ ਲੁਧਿਆਣਾ ਨੇ ਆਪਣੇ ਪੁੱਤਰ ਮਨਿੰਦਰਜੀਤ ਸਿੰਘ (ਜਨਮ ਮਿਤੀ 30-11-1988) ਦਾ ਨਾਮ ਬਦਲ ਕੇ ਮਨਿੰਦਰਜੀਤ ਸਿੰਘ ਗਿੱਲ ਕਰਨਾ ਹੈ। ਮੈਂ ਸੁਖਦੇਵ ਸਿੰਘ (ਜਨਮ ਮਿਤੀ, 1-10-1960) ਪੁੱਤਰ ਪ੍ਰੀਤਮ ਸਿੰਘ ਪਿੰਡ ਲਾਂਬੜਾਂ। ਮੈਂ ਰਘਵਿੰਦਰ ਸਿੰਘ ਪੁੱਤਰ ਰਵਿੰਦਰ ਸਿੰਘ ਵਾਸੀ ਬੀ-17/5099, ਗੁਰਾਉ ਕਲੋਨੀ ਬਸਤੀ ਜੋਧੇਵਾਲ ਲੁਧਿਆਣਾ 141115, ਪੰਜਾਬ, ਭਾਰਤ, ਆਪਣੇ ਲੜਕੇ ਦਾ ਨਾਮ ਬਦਲਣਾ ਚਾਹੁੰਦਾ ਹਾਂ। 33705 ਕਬੂਲੀ ਸਿੰਘ, ਪੀ.ਐਸ. VBV FZG ਜ਼ਿਲ੍ਹਾ ਲੁਧਿਆਣਾ।: [380, 933, 749, 1070]
story-body: ਖਮਾਣੋਂ, 16 ਜੂਨ (ਬਲਬੀਰ ਸਿੰਘ ਸਿੱਧੂ) ਖਮਾਣੋਂ ਪੁਲਿਸ ਨੇ ਇੱਕ ਵਿਅਕਤੀ ਦੀ ਸ਼ਿਕਾਇਤ ਉੱਤੇ ਏਟੀਐਮ ਕਾਰਡ ਬਦਲ ਕੇ ਉਸ ਨਾਲ 75 ਹਜ਼ਾਰ ਦੀ ਠੱਗੀ ਮਾਰਨ ਵਾਲੇ ਨਾਮਲੂਮ ਵਿਅਕਤੀ ਖਿਲਾਫ ਮੁਕਦਮਾ ਦਰਜ ਕੀਤਾ ਹੈ। ਪੁਲਿਸ ਨੇ ਸ਼ਿਕਾਇਤਕਰਤਾ ਦੇ ਬਿਆਨਾਂ ਦੇ ਆਧਾਰ ਉੱਤੇ ਨਾਮਲੂਮ ਵਿਅਕਤੀ ਖਿਲਾਫ ਧਾਰਾ 420 ਤਹਿਤ ਮੁਕਦਮਾ ਦਰਜ ਕਰਕੇ ਅਗਲੀ ਕਾਰਵਾਈ ਸ਼ੁਰੂ ਕਰ ਦਿੱਤੀ ਹੈ।: [1131, 579, 1508, 668]
